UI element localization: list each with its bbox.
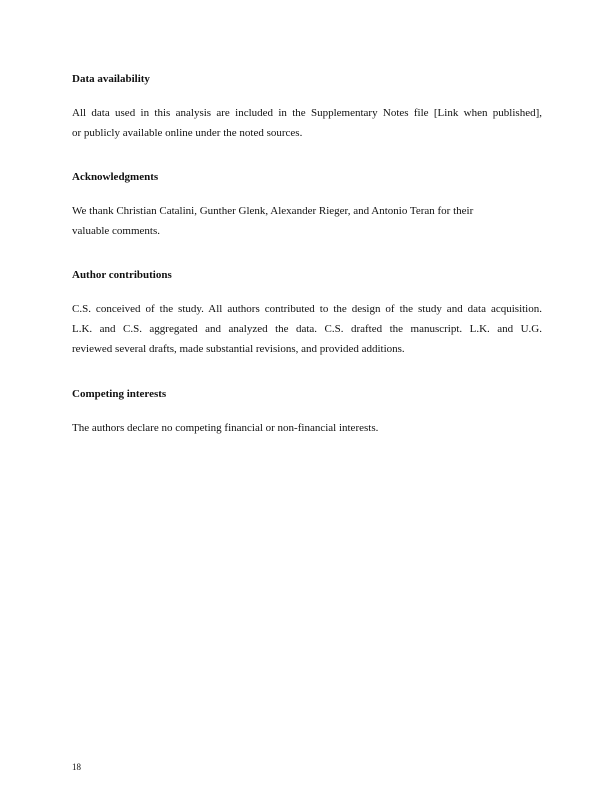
paragraph-line: valuable comments. <box>72 225 160 237</box>
section-acknowledgments <box>72 170 542 241</box>
paragraph-line: L.K. and C.S. aggregated and analyzed the data. C.S. drafted the manuscript. L.K. and U.G. <box>72 323 542 335</box>
page-number: 18 <box>72 762 81 772</box>
section-data-availability <box>72 72 542 143</box>
paragraph-line: The authors declare no competing financial or non-financial interests. <box>72 422 379 434</box>
paragraph-line: reviewed several drafts, made substantial revisions, and provided additions. <box>72 343 405 355</box>
paragraph-line: All data used in this analysis are included in the Supplementary Notes file [Link when published], <box>72 107 542 119</box>
paragraph-line: C.S. conceived of the study. All authors contributed to the design of the study and data acquisition. <box>72 303 542 315</box>
section-competing-interests <box>72 387 542 438</box>
section-heading: Competing interests <box>72 388 167 400</box>
section-heading: Data availability <box>72 73 150 85</box>
section-author-contributions <box>72 268 542 359</box>
section-paragraph <box>72 299 542 359</box>
paragraph-line: We thank Christian Catalini, Gunther Glenk, Alexander Rieger, and Antonio Teran for their <box>72 205 474 217</box>
section-heading: Author contributions <box>72 269 172 281</box>
section-paragraph <box>72 418 542 438</box>
paragraph-line: or publicly available online under the noted sources. <box>72 127 303 139</box>
section-paragraph <box>72 201 542 241</box>
section-paragraph <box>72 103 542 143</box>
section-heading: Acknowledgments <box>72 171 159 183</box>
